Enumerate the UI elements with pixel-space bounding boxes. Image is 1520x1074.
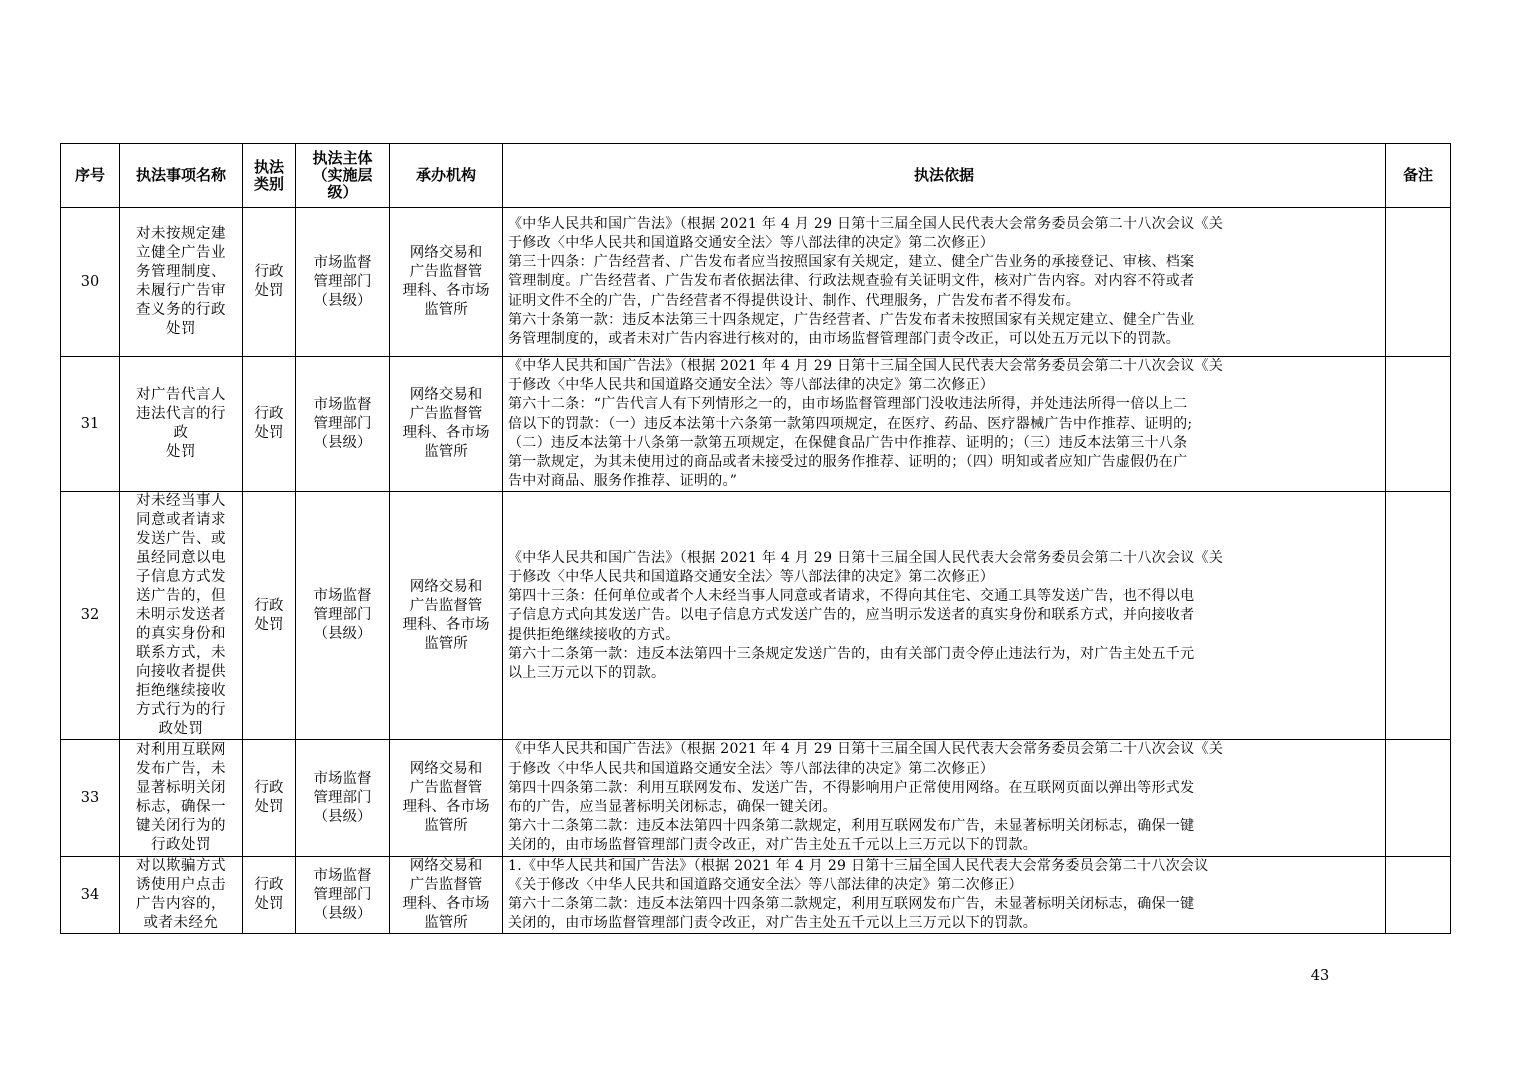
cell-category: 行政 处罚 — [243, 856, 296, 934]
cell-agency: 网络交易和 广告监督管 理科、各市场 监管所 — [390, 492, 503, 740]
cell-subject: 市场监督 管理部门 （县级） — [296, 856, 390, 934]
cell-legal-basis: 《中华人民共和国广告法》（根据 2021 年 4 月 29 日第十三届全国人民代表大会常务委员会第二十八次会议《关 于修改〈中华人民共和国道路交通安全法〉等八部法律的决定》第二次修正） 第四十三条：任何单位或者个人未经当事人同意或者请求，不得向其住宅、交通工具等发送广告，也不得以电 子信息方式向其发送广告。以电子信息方式发送广告的，应当明示发送者的真实身份和联系方式，并向接收者 提供拒绝继续接收的方式。 第六十二条第一款：违反本法第四十三条规定发送广告的，由有关部门责令停止违法行为，对广告主处五千元 以上三万元以下的罚款。 — [503, 492, 1386, 740]
document-page — [60, 143, 1450, 934]
cell-agency: 网络交易和 广告监督管 理科、各市场 监管所 — [390, 856, 503, 934]
cell-subject: 市场监督 管理部门 （县级） — [296, 492, 390, 740]
cell-remark — [1386, 208, 1451, 357]
cell-seq: 31 — [61, 357, 120, 492]
page-number: 43 — [1310, 968, 1330, 984]
header-subject: 执法主体 （实施层 级） — [296, 144, 390, 208]
cell-item-name: 对未经当事人 同意或者请求 发送广告、或 虽经同意以电 子信息方式发 送广告的，但 未明示发送者 的真实身份和 联系方式，未 向接收者提供 拒绝继续接收 方式行为的行 政处罚 — [120, 492, 243, 740]
cell-remark — [1386, 740, 1451, 856]
cell-seq: 33 — [61, 740, 120, 856]
cell-item-name: 对未按规定建 立健全广告业 务管理制度、 未履行广告审 查义务的行政 处罚 — [120, 208, 243, 357]
cell-item-name: 对以欺骗方式 诱使用户点击 广告内容的， 或者未经允 — [120, 856, 243, 934]
table-row — [61, 740, 1451, 856]
header-category: 执法 类别 — [243, 144, 296, 208]
cell-legal-basis: 《中华人民共和国广告法》（根据 2021 年 4 月 29 日第十三届全国人民代表大会常务委员会第二十八次会议《关 于修改〈中华人民共和国道路交通安全法〉等八部法律的决定》第二次修正） 第六十二条：“广告代言人有下列情形之一的，由市场监督管理部门没收违法所得，并处违法所得一倍以上二 倍以下的罚款：（一）违反本法第十六条第一款第四项规定，在医疗、药品、医疗器械广告中作推荐、证明的; （二）违反本法第十八条第一款第五项规定，在保健食品广告中作推荐、证明的；（三）违反本法第三十八条 第一款规定，为其未使用过的商品或者未接受过的服务作推荐、证明的；（四）明知或者应知广告虚假仍在广 告中对商品、服务作推荐、证明的。” — [503, 357, 1386, 492]
header-name: 执法事项名称 — [120, 144, 243, 208]
enforcement-table — [60, 143, 1451, 934]
cell-seq: 32 — [61, 492, 120, 740]
cell-category: 行政 处罚 — [243, 492, 296, 740]
header-basis: 执法依据 — [503, 144, 1386, 208]
cell-seq: 34 — [61, 856, 120, 934]
table-row — [61, 856, 1451, 934]
cell-subject: 市场监督 管理部门 （县级） — [296, 357, 390, 492]
cell-agency: 网络交易和 广告监督管 理科、各市场 监管所 — [390, 740, 503, 856]
cell-legal-basis: 《中华人民共和国广告法》（根据 2021 年 4 月 29 日第十三届全国人民代表大会常务委员会第二十八次会议《关 于修改〈中华人民共和国道路交通安全法〉等八部法律的决定》第二次修正） 第三十四条：广告经营者、广告发布者应当按照国家有关规定，建立、健全广告业务的承接登记、审核、档案 管理制度。广告经营者、广告发布者依据法律、行政法规查验有关证明文件，核对广告内容。对内容不符或者 证明文件不全的广告，广告经营者不得提供设计、制作、代理服务，广告发布者不得发布。 第六十条第一款：违反本法第三十四条规定，广告经营者、广告发布者未按照国家有关规定建立、健全广告业 务管理制度的，或者未对广告内容进行核对的，由市场监督管理部门责令改正，可以处五万元以下的罚款。 — [503, 208, 1386, 357]
cell-item-name: 对广告代言人 违法代言的行 政 处罚 — [120, 357, 243, 492]
cell-remark — [1386, 856, 1451, 934]
header-remark: 备注 — [1386, 144, 1451, 208]
cell-item-name: 对利用互联网 发布广告，未 显著标明关闭 标志，确保一 键关闭行为的 行政处罚 — [120, 740, 243, 856]
table-header-row — [61, 144, 1451, 208]
table-row — [61, 492, 1451, 740]
header-agency: 承办机构 — [390, 144, 503, 208]
cell-category: 行政 处罚 — [243, 208, 296, 357]
table-row — [61, 357, 1451, 492]
cell-category: 行政 处罚 — [243, 357, 296, 492]
header-seq: 序号 — [61, 144, 120, 208]
cell-seq: 30 — [61, 208, 120, 357]
cell-subject: 市场监督 管理部门 （县级） — [296, 208, 390, 357]
table-row — [61, 208, 1451, 357]
cell-legal-basis: 《中华人民共和国广告法》（根据 2021 年 4 月 29 日第十三届全国人民代表大会常务委员会第二十八次会议《关 于修改〈中华人民共和国道路交通安全法〉等八部法律的决定》第二次修正） 第四十四条第二款：利用互联网发布、发送广告，不得影响用户正常使用网络。在互联网页面以弹出等形式发 布的广告，应当显著标明关闭标志，确保一键关闭。 第六十二条第二款：违反本法第四十四条第二款规定，利用互联网发布广告，未显著标明关闭标志，确保一键 关闭的，由市场监督管理部门责令改正，对广告主处五千元以上三万元以下的罚款。 — [503, 740, 1386, 856]
cell-category: 行政 处罚 — [243, 740, 296, 856]
cell-agency: 网络交易和 广告监督管 理科、各市场 监管所 — [390, 357, 503, 492]
cell-remark — [1386, 357, 1451, 492]
cell-subject: 市场监督 管理部门 （县级） — [296, 740, 390, 856]
cell-remark — [1386, 492, 1451, 740]
cell-agency: 网络交易和 广告监督管 理科、各市场 监管所 — [390, 208, 503, 357]
cell-legal-basis: 1.《中华人民共和国广告法》（根据 2021 年 4 月 29 日第十三届全国人民代表大会常务委员会第二十八次会议 《关于修改〈中华人民共和国道路交通安全法〉等八部法律的决定》第二次修正） 第六十二条第二款：违反本法第四十四条第二款规定，利用互联网发布广告，未显著标明关闭标志，确保一键 关闭的，由市场监督管理部门责令改正，对广告主处五千元以上三万元以下的罚款。 — [503, 856, 1386, 934]
